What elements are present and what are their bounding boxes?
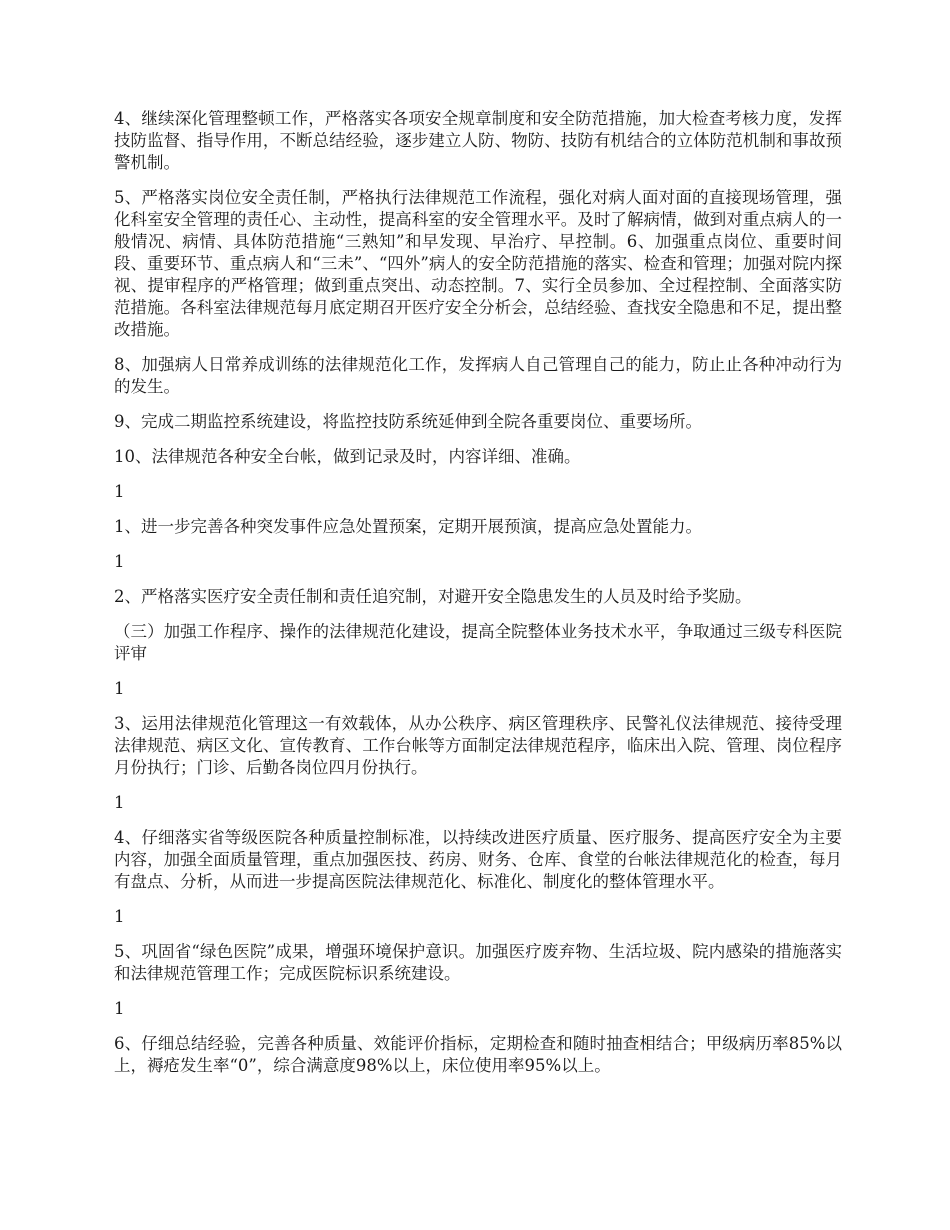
paragraph-item-8: 8、加强病人日常养成训练的法律规范化工作，发挥病人自己管理自己的能力，防止止各种冲动行为的发生。 <box>114 355 842 396</box>
paragraph-item-5b: 5、巩固省“绿色医院”成果，增强环境保护意识。加强医疗废弃物、生活垃圾、院内感染的措施落实和法律规范管理工作；完成医院标识系统建设。 <box>114 942 842 983</box>
paragraph-item-4: 4、继续深化管理整顿工作，严格落实各项安全规章制度和安全防范措施，加大检查考核力度，发挥技防监督、指导作用，不断总结经验，逐步建立人防、物防、技防有机结合的立体防范机制和事故预警机制。 <box>114 109 842 172</box>
section-heading: （三）加强工作程序、操作的法律规范化建设，提高全院整体业务技术水平，争取通过三级专科医院评审 <box>114 622 842 663</box>
paragraph-item-10: 10、法律规范各种安全台帐，做到记录及时，内容详细、准确。 <box>114 447 581 466</box>
paragraph-item-1: 1、进一步完善各种突发事件应急处置预案，定期开展预演，提高应急处置能力。 <box>114 517 702 536</box>
paragraph-item-6: 6、仔细总结经验，完善各种质量、效能评价指标，定期检查和随时抽查相结合；甲级病历率85%以上，褥疮发生率“0”，综合满意度98%以上，床位使用率95%以上。 <box>114 1034 842 1075</box>
paragraph-item-9: 9、完成二期监控系统建设，将监控技防系统延伸到全院各重要岗位、重要场所。 <box>114 412 702 431</box>
paragraph-item-3: 3、运用法律规范化管理这一有效载体，从办公秩序、病区管理秩序、民警礼仪法律规范、接待受理法律规范、病区文化、宣传教育、工作台帐等方面制定法律规范程序，临床出入院、管理、岗位程序月份执行；门诊、后勤各岗位四月份执行。 <box>114 714 842 777</box>
paragraph-number: 1 <box>114 907 125 926</box>
paragraph-number: 1 <box>114 482 125 501</box>
paragraph-item-5: 5、严格落实岗位安全责任制，严格执行法律规范工作流程，强化对病人面对面的直接现场管理，强化科室安全管理的责任心、主动性，提高科室的安全管理水平。及时了解病情，做到对重点病人的一般情况、病情、具体防范措施“三熟知”和早发现、早治疗、早控制。6、加强重点岗位、重要时间段、重要环节、重点病人和“三未”、“四外”病人的安全防范措施的落实、检查和管理；加强对院内探视、提审程序的严格管理；做到重点突出、动态控制。7、实行全员参加、全过程控制、全面落实防范措施。各科室法律规范每月底定期召开医疗安全分析会，总结经验、查找安全隐患和不足，提出整改措施。 <box>114 188 842 339</box>
paragraph-number: 1 <box>114 679 125 698</box>
paragraph-number: 1 <box>114 793 125 812</box>
paragraph-number: 1 <box>114 999 125 1018</box>
document-page <box>114 108 842 1090</box>
paragraph-item-2: 2、严格落实医疗安全责任制和责任追究制，对避开安全隐患发生的人员及时给予奖励。 <box>114 587 752 606</box>
paragraph-number: 1 <box>114 552 125 571</box>
paragraph-item-4b: 4、仔细落实省等级医院各种质量控制标准，以持续改进医疗质量、医疗服务、提高医疗安全为主要内容，加强全面质量管理，重点加强医技、药房、财务、仓库、食堂的台帐法律规范化的检查，每月有盘点、分析，从而进一步提高医院法律规范化、标准化、制度化的整体管理水平。 <box>114 828 842 891</box>
